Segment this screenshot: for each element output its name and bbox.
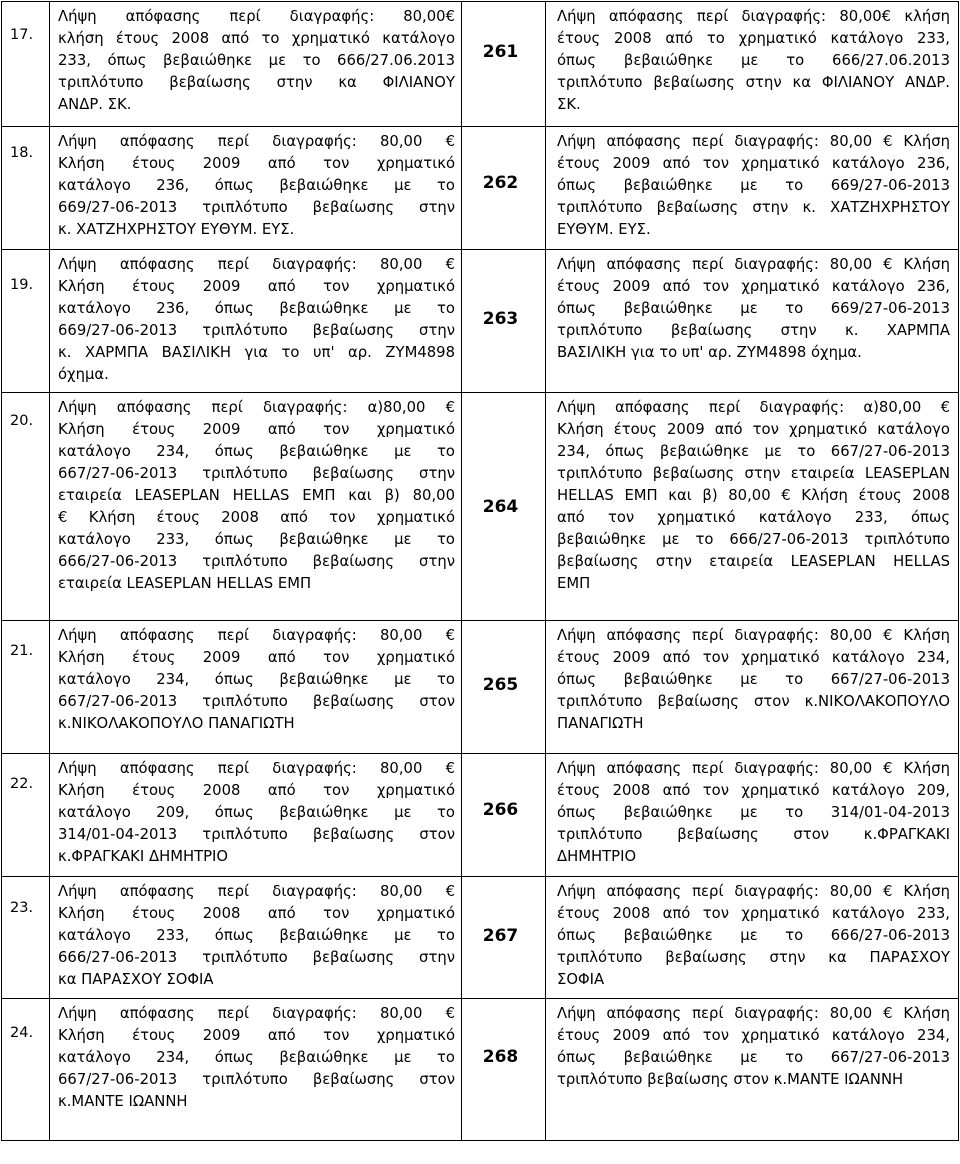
text-line: κατάλογο 209, όπως βεβαιώθηκε με το [58,804,455,821]
text-line: όπως βεβαιώθηκε με το 669/27-06-2013 [557,177,950,194]
text-line: Κλήση έτους 2008 από τον χρηματικό [58,905,455,922]
text-line: έτους 2008 από τον χρηματικό κατάλογο 233, [557,905,950,922]
text-line: κατάλογο 236, όπως βεβαιώθηκε με το [58,177,455,194]
decision-description-cell [546,877,959,999]
text-line: Λήψη απόφασης περί διαγραφής: 80,00 € Κλήση [557,760,950,777]
item-number: 23. [10,900,34,916]
text-line: τριπλότυπο βεβαίωσης στην εταιρεία LEASEPLAN [557,465,950,482]
decision-number: 264 [482,497,519,517]
text-line: Λήψη απόφασης περί διαγραφής: 80,00 € [58,883,455,900]
decision-number-cell [462,250,546,393]
text-line: Λήψη απόφασης περί διαγραφής: 80,00 € [58,133,455,150]
text-line: ΕΥΘΥΜ. ΕΥΣ. [557,221,651,238]
item-number-cell [2,250,50,393]
decision-number: 265 [482,674,519,695]
decision-number: 263 [482,308,519,329]
subject-cell [50,754,462,877]
text-line: Λήψη απόφασης περί διαγραφής: 80,00 € Κλήση [557,627,950,644]
text-line: κ.ΜΑΝΤΕ ΙΩΑΝΝΗ [58,1093,188,1110]
item-number: 18. [10,145,34,161]
decision-number-cell [462,393,546,621]
text-line: Λήψη απόφασης περί διαγραφής: 80,00€ [58,8,455,25]
text-line: Λήψη απόφασης περί διαγραφής: 80,00 € Κλήση [557,256,950,273]
text-line: όχημα. [58,366,109,383]
text-line: κα ΠΑΡΑΣΧΟΥ ΣΟΦΙΑ [58,971,214,988]
text-line: ΠΑΝΑΓΙΩΤΗ [557,715,644,732]
text-line: κατάλογο 234, όπως βεβαιώθηκε με το [58,671,455,688]
item-number-cell [2,999,50,1141]
text-line: Κλήση έτους 2009 από τον χρηματικό [58,155,455,172]
text-line: ΑΝΔΡ. ΣΚ. [58,96,132,113]
table-row [2,621,959,754]
subject-cell [50,999,462,1141]
item-number-cell [2,877,50,999]
decision-number: 266 [482,799,519,820]
text-line: 234, όπως βεβαιώθηκε με το 667/27-06-2013 [557,443,950,460]
item-number: 24. [10,1025,34,1041]
text-line: Λήψη απόφασης περί διαγραφής: 80,00 € [58,1005,455,1022]
decision-number-cell [462,621,546,754]
item-number-cell [2,393,50,621]
text-line: ΔΗΜΗΤΡΙΟ [557,848,637,865]
item-number-cell [2,2,50,127]
text-line: κ. ΧΑΤΖΗΧΡΗΣΤΟΥ ΕΥΘΥΜ. ΕΥΣ. [58,221,295,238]
text-line: έτους 2009 από τον χρηματικό κατάλογο 234, [557,1027,950,1044]
text-line: τριπλότυπο βεβαίωσης στην κ. ΧΑΤΖΗΧΡΗΣΤΟΥ [557,199,950,216]
decision-number: 268 [482,1047,519,1067]
decision-description-cell [546,2,959,127]
text-line: τριπλότυπο βεβαίωσης στην κα ΠΑΡΑΣΧΟΥ [557,949,950,966]
text-line: κατάλογο 233, όπως βεβαιώθηκε με το [58,927,455,944]
text-line: Λήψη απόφασης περί διαγραφής: 80,00 € [58,627,455,644]
decision-number-cell [462,877,546,999]
text-line: τριπλότυπο βεβαίωσης στον κ.ΦΡΑΓΚΑΚΙ [557,826,950,843]
decision-number-cell [462,754,546,877]
text-line: όπως βεβαιώθηκε με το 666/27-06-2013 [557,927,950,944]
table-row [2,999,959,1141]
item-number: 17. [10,27,34,43]
text-line: κ.ΝΙΚΟΛΑΚΟΠΟΥΛΟ ΠΑΝΑΓΙΩΤΗ [58,715,295,732]
table-row [2,2,959,127]
subject-cell [50,2,462,127]
text-line: Κλήση έτους 2009 από τον χρηματικό κατάλογο [557,421,950,438]
text-line: 667/27-06-2013 τριπλότυπο βεβαίωσης στην [58,465,455,482]
text-line: 669/27-06-2013 τριπλότυπο βεβαίωσης στην [58,322,455,339]
item-number: 21. [10,643,34,659]
text-line: Λήψη απόφασης περί διαγραφής: α)80,00 € [58,399,455,416]
text-line: 667/27-06-2013 τριπλότυπο βεβαίωσης στον [58,1071,455,1088]
item-number-cell [2,621,50,754]
text-line: όπως βεβαιώθηκε με το 314/01-04-2013 [557,804,950,821]
item-number: 20. [10,413,34,429]
text-line: κατάλογο 233, όπως βεβαιώθηκε με το [58,531,455,548]
text-line: Κλήση έτους 2009 από τον χρηματικό [58,421,455,438]
text-line: τριπλότυπο βεβαίωσης στον κ.ΝΙΚΟΛΑΚΟΠΟΥΛΟ [557,693,950,710]
text-line: κ. ΧΑΡΜΠΑ ΒΑΣΙΛΙΚΗ για το υπ' αρ. ΖΥΜ4898 [58,344,455,361]
text-line: εταιρεία LEASEPLAN HELLAS ΕΜΠ και β) 80,00 [58,487,455,504]
text-line: όπως βεβαιώθηκε με το 669/27-06-2013 [557,300,950,317]
text-line: Κλήση έτους 2009 από τον χρηματικό [58,649,455,666]
text-line: € Κλήση έτους 2008 από τον χρηματικό [58,509,455,526]
text-line: όπως βεβαιώθηκε με το 667/27-06-2013 [557,1049,950,1066]
text-line: όπως βεβαιώθηκε με το 667/27-06-2013 [557,671,950,688]
minutes-table [1,1,959,1141]
text-line: Λήψη απόφασης περί διαγραφής: 80,00 € Κλήση [557,1005,950,1022]
text-line: κατάλογο 234, όπως βεβαιώθηκε με το [58,1049,455,1066]
subject-cell [50,393,462,621]
text-line: έτους 2009 από τον χρηματικό κατάλογο 236, [557,278,950,295]
decision-number: 261 [482,41,519,62]
decision-number: 267 [482,926,519,946]
text-line: 314/01-04-2013 τριπλότυπο βεβαίωσης στον [58,826,455,843]
text-line: Λήψη απόφασης περί διαγραφής: α)80,00 € [557,399,950,416]
text-line: βεβαιώθηκε με το 666/27-06-2013 τριπλότυπο [557,531,950,548]
text-line: 667/27-06-2013 τριπλότυπο βεβαίωσης στον [58,693,455,710]
text-line: ΣΚ. [557,96,581,113]
text-line: 669/27-06-2013 τριπλότυπο βεβαίωσης στην [58,199,455,216]
text-line: Κλήση έτους 2008 από τον χρηματικό [58,782,455,799]
table-row [2,754,959,877]
text-line: κλήση έτους 2008 από το χρηματικό κατάλογο [58,30,455,47]
text-line: 233, όπως βεβαιώθηκε με το 666/27.06.2013 [58,52,455,69]
text-line: τριπλότυπο βεβαίωσης στον κ.ΜΑΝΤΕ ΙΩΑΝΝΗ [557,1071,904,1088]
table-row [2,250,959,393]
decision-number-cell [462,2,546,127]
text-line: έτους 2008 από το χρηματικό κατάλογο 233, [557,30,950,47]
text-line: Λήψη απόφασης περί διαγραφής: 80,00 € [58,256,455,273]
text-line: τριπλότυπο βεβαίωσης στην κ. ΧΑΡΜΠΑ [557,322,950,339]
text-line: βεβαίωσης στην εταιρεία LEASEPLAN HELLAS [557,553,950,570]
text-line: ΕΜΠ [557,575,591,592]
text-line: τριπλότυπο βεβαίωσης στην κα ΦΙΛΙΑΝΟΥ [58,74,455,91]
decision-number-cell [462,999,546,1141]
text-line: κατάλογο 236, όπως βεβαιώθηκε με το [58,300,455,317]
text-line: 666/27-06-2013 τριπλότυπο βεβαίωσης στην [58,949,455,966]
subject-cell [50,621,462,754]
item-number: 22. [10,776,34,792]
subject-cell [50,250,462,393]
table-row [2,877,959,999]
table-row [2,393,959,621]
text-line: Λήψη απόφασης περί διαγραφής: 80,00 € [58,760,455,777]
decision-description-cell [546,127,959,250]
decision-description-cell [546,250,959,393]
text-line: εταιρεία LEASEPLAN HELLAS ΕΜΠ [58,575,312,592]
decision-number-cell [462,127,546,250]
text-line: Λήψη απόφασης περί διαγραφής: 80,00€ κλήση [557,8,950,25]
text-line: έτους 2009 από τον χρηματικό κατάλογο 234, [557,649,950,666]
table-row [2,127,959,250]
item-number-cell [2,754,50,877]
decision-description-cell [546,621,959,754]
text-line: Κλήση έτους 2009 από τον χρηματικό [58,1027,455,1044]
text-line: HELLAS ΕΜΠ και β) 80,00 € Κλήση έτους 2008 [557,487,950,504]
text-line: έτους 2009 από τον χρηματικό κατάλογο 236, [557,155,950,172]
item-number-cell [2,127,50,250]
text-line: ΒΑΣΙΛΙΚΗ για το υπ' αρ. ΖΥΜ4898 όχημα. [557,344,862,361]
text-line: κατάλογο 234, όπως βεβαιώθηκε με το [58,443,455,460]
decision-description-cell [546,393,959,621]
decision-description-cell [546,999,959,1141]
item-number: 19. [10,277,34,293]
subject-cell [50,877,462,999]
text-line: κ.ΦΡΑΓΚΑΚΙ ΔΗΜΗΤΡΙΟ [58,848,229,865]
text-line: τριπλότυπο βεβαίωσης στην κα ΦΙΛΙΑΝΟΥ ΑΝΔΡ. [557,74,950,91]
decision-number: 262 [482,172,519,193]
decision-description-cell [546,754,959,877]
text-line: Λήψη απόφασης περί διαγραφής: 80,00 € Κλήση [557,133,950,150]
text-line: ΣΟΦΙΑ [557,971,605,988]
text-line: όπως βεβαιώθηκε με το 666/27.06.2013 [557,52,950,69]
subject-cell [50,127,462,250]
text-line: Κλήση έτους 2009 από τον χρηματικό [58,278,455,295]
minutes-table-body [2,2,959,1141]
text-line: έτους 2008 από τον χρηματικό κατάλογο 209, [557,782,950,799]
text-line: από τον χρηματικό κατάλογο 233, όπως [557,509,950,526]
text-line: 666/27-06-2013 τριπλότυπο βεβαίωσης στην [58,553,455,570]
text-line: Λήψη απόφασης περί διαγραφής: 80,00 € Κλήση [557,883,950,900]
